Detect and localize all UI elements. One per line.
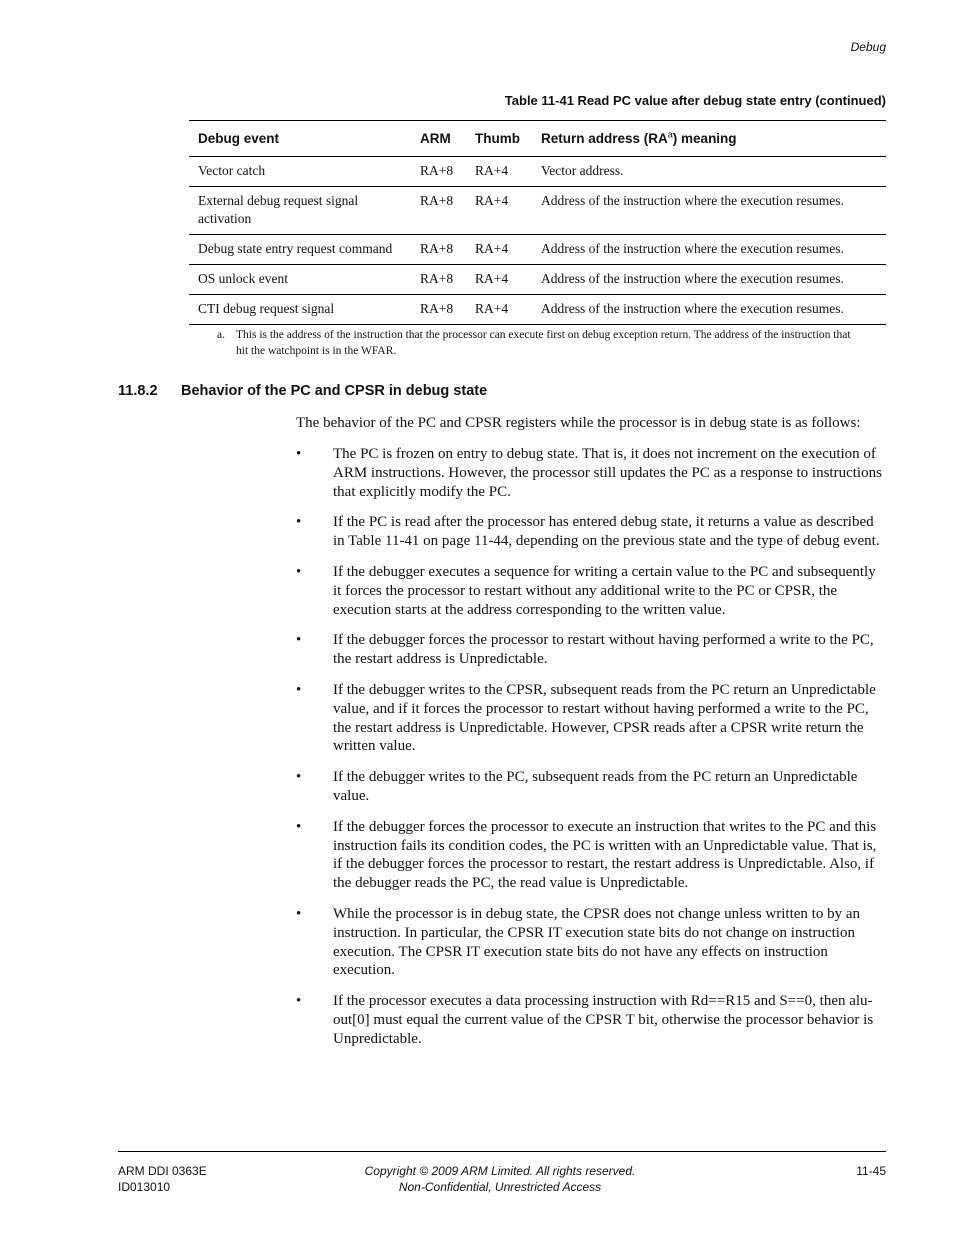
cell-event: Debug state entry request command [189, 235, 411, 265]
footer-divider [118, 1151, 886, 1152]
bullet-text: If the PC is read after the processor has entered debug state, it returns a value as described in Table 11-41 on page 11-44, depending on the previous state and the type of debug event. [333, 514, 880, 550]
list-item [296, 513, 886, 551]
footer-doc-id: ARM DDI 0363E [118, 1164, 207, 1178]
bullet-mark: • [296, 905, 302, 922]
cell-arm: RA+8 [411, 187, 466, 235]
bullet-mark: • [296, 446, 302, 462]
list-item [296, 631, 886, 669]
list-item [296, 768, 886, 806]
bullet-mark: • [296, 993, 302, 1010]
cell-arm: RA+8 [411, 235, 466, 265]
page-number: 11-45 [856, 1164, 886, 1178]
table-footnote [217, 327, 857, 359]
section-title: Behavior of the PC and CPSR in debug state [181, 383, 488, 399]
cell-thumb: RA+4 [475, 301, 509, 316]
bullet-list [296, 445, 886, 1061]
bullet-mark: • [296, 514, 302, 531]
list-item [296, 992, 886, 1048]
footer-doc-code: ID013010 [118, 1180, 171, 1194]
section-number: 11.8.2 [118, 383, 158, 399]
bullet-mark: • [296, 769, 302, 786]
bullet-text: If the processor executes a data processing instruction with Rd==R15 and S==0, then alu-out[0] must equal the current value of the CPSR T bit, otherwise the processor behavior is Unpredictable. [333, 993, 874, 1047]
header-meaning-prefix: Return address (RA [541, 131, 668, 146]
bullet-text: If the debugger forces the processor to restart without having performed a write to the PC, the restart address is Unpredictable. [333, 632, 874, 668]
bullet-text: If the debugger forces the processor to execute an instruction that writes to the PC and this instruction fails its condition codes, the PC is written with an Unpredictable value. That is, if the debugger forces the processor to restart, the restart address is Unpredictable. Also, if the debugger reads the PC, the read value is Unpredictable. [333, 818, 877, 892]
cell-event: Vector catch [189, 157, 411, 187]
bullet-text: If the debugger writes to the CPSR, subsequent reads from the PC return an Unpredictable value, and if it forces the processor to restart without having performed a write to the PC, the restart address is Unpredictable. However, CPSR reads after a CPSR write return the written value. [333, 681, 876, 755]
running-head: Debug [850, 40, 886, 54]
cell-meaning: Address of the instruction where the execution resumes. [532, 265, 886, 295]
cell-arm: RA+8 [411, 265, 466, 295]
cell-event: External debug request signal activation [189, 187, 411, 235]
cell-meaning: Vector address. [532, 157, 886, 187]
table-row [189, 265, 886, 295]
cell-meaning: Address of the instruction where the execution resumes. [532, 187, 886, 235]
header-arm: ARM [411, 121, 466, 157]
list-item [296, 563, 886, 619]
bullet-mark: • [296, 563, 302, 580]
footnote-text: This is the address of the instruction that the processor can execute first on debug exception return. The address of the instruction that hit the watchpoint is in the WFAR. [236, 329, 851, 357]
section-intro: The behavior of the PC and CPSR registers while the processor is in debug state is as follows: [296, 415, 861, 431]
cell-event: OS unlock event [189, 265, 411, 295]
footer-legal [330, 1163, 670, 1195]
cell-thumb: RA+4 [466, 235, 532, 265]
footer-access: Non-Confidential, Unrestricted Access [398, 1180, 602, 1194]
table-header-row [189, 121, 886, 157]
list-item [296, 905, 886, 980]
footnote-label: a. [217, 329, 225, 341]
footer-doc-info [118, 1163, 207, 1195]
footer-copyright: Copyright © 2009 ARM Limited. All rights reserved. [364, 1164, 636, 1178]
footnote-ref[interactable]: a [667, 129, 673, 140]
bullet-text: If the debugger executes a sequence for writing a certain value to the PC and subsequently it forces the processor to restart without any additional write to the PC or CPSR, the execution starts at the address corresponding to the written value. [333, 563, 876, 618]
cell-meaning: Address of the instruction where the execution resumes. [532, 235, 886, 265]
cell-arm: RA+8 [420, 301, 454, 316]
header-meaning-suffix: ) meaning [672, 131, 737, 146]
bullet-mark: • [296, 681, 302, 698]
bullet-text: If the debugger writes to the PC, subsequent reads from the PC return an Unpredictable value. [333, 769, 858, 804]
table-caption: Table 11-41 Read PC value after debug state entry (continued) [504, 93, 886, 108]
bullet-mark: • [296, 818, 302, 835]
bullet-text: While the processor is in debug state, the CPSR does not change unless written to by an instruction. In particular, the CPSR IT execution state bits do not change on instruction execution. The CPSR IT execution state bits do not have any effects on instruction execution. [333, 905, 860, 979]
header-debug-event: Debug event [189, 121, 411, 157]
bullet-text: The PC is frozen on entry to debug state. That is, it does not increment on the execution of ARM instructions. However, the processor still updates the PC as a response to instructions that explicitly modify the PC. [333, 446, 882, 500]
table-row [189, 157, 886, 187]
header-meaning [532, 121, 886, 157]
list-item [296, 445, 886, 501]
section-heading [118, 383, 487, 399]
table-row [189, 295, 886, 325]
cell-arm: RA+8 [411, 157, 466, 187]
table-row [189, 187, 886, 235]
list-item [296, 818, 886, 893]
cell-event: CTI debug request signal [198, 301, 335, 316]
header-thumb: Thumb [466, 121, 532, 157]
table-row [189, 235, 886, 265]
cell-thumb: RA+4 [466, 157, 532, 187]
cell-thumb: RA+4 [466, 265, 532, 295]
debug-event-table [189, 120, 886, 325]
cell-thumb: RA+4 [466, 187, 532, 235]
cell-meaning: Address of the instruction where the execution resumes. [541, 301, 844, 316]
list-item [296, 681, 886, 756]
bullet-mark: • [296, 632, 302, 649]
